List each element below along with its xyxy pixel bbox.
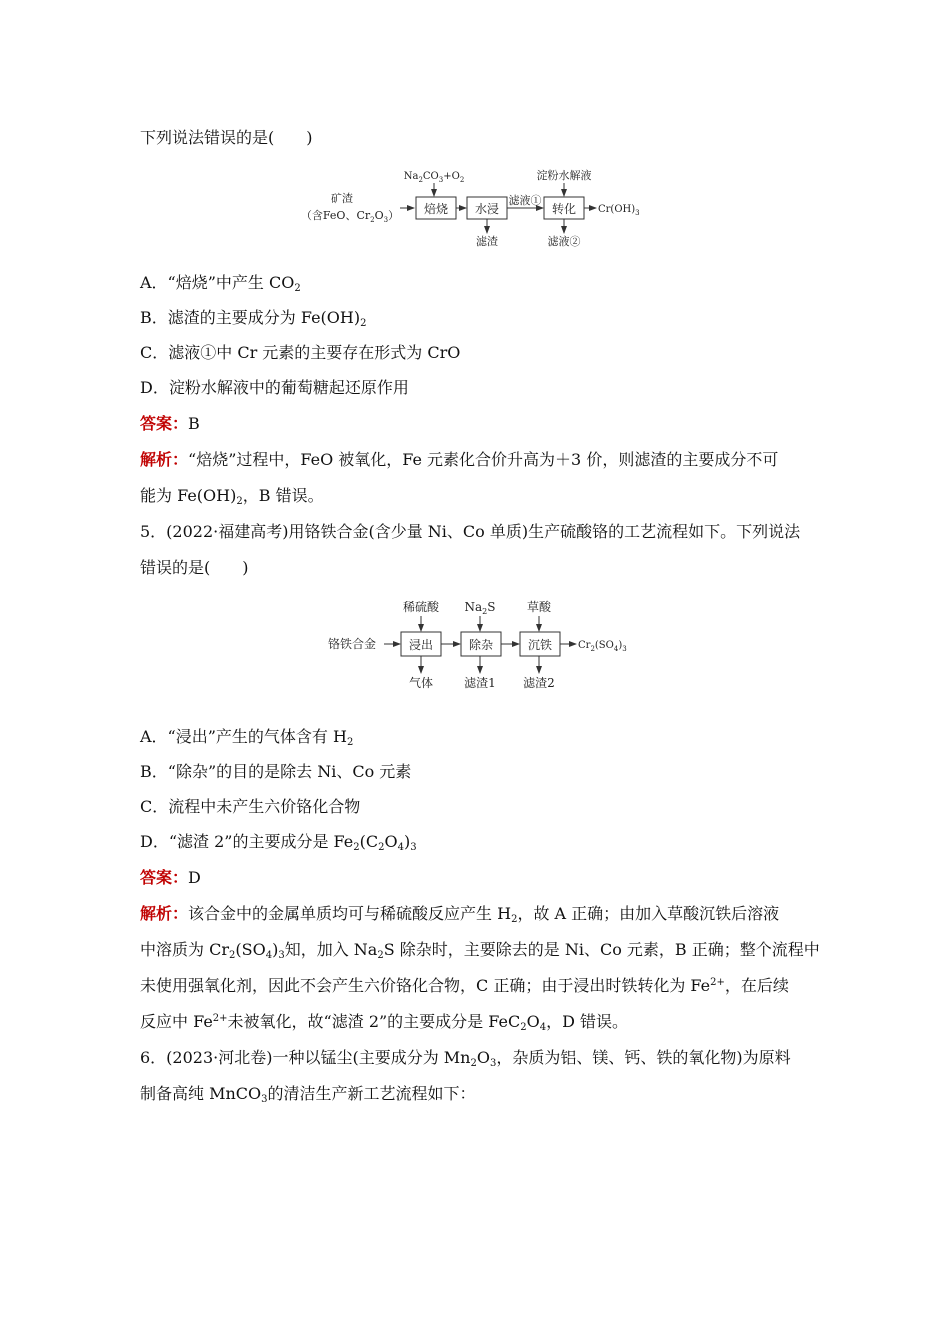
q4-box-leach-label: 水浸 [474, 202, 500, 216]
q5-analysis-line3: 未使用强氧化剂，因此不会产生六价铬化合物，C 正确；由于浸出时铁转化为 $Fe^{2+}$，在后续 [140, 976, 789, 995]
q5-reagent2: $Na_2S$ [464, 600, 496, 616]
q4-feed-line2: （含FeO、$Cr_2O_3$） [300, 209, 400, 224]
q5-box-purify-label: 除杂 [468, 638, 494, 652]
q5-out-residue2: 滤渣2 [523, 676, 555, 690]
q4-box-convert-label: 转化 [551, 202, 577, 216]
q4-filtrate2: 滤液② [547, 235, 581, 248]
q4-option-b: B．滤渣的主要成分为 $Fe(OH)_2$ [140, 308, 367, 329]
q5-analysis-line4: 反应中 $Fe^{2+}$未被氧化，故“滤渣 2”的主要成分是 $FeC_2O_4$，D 错误。 [140, 1012, 628, 1033]
q4-residue: 滤渣 [476, 235, 498, 248]
q4-box-roast-label: 焙烧 [423, 202, 449, 216]
q5-analysis-line2: 中溶质为 $Cr_2(SO_4)_3$知，加入 $Na_2S$ 除杂时，主要除去的是 Ni、Co 元素，B 正确；整个流程中 [140, 940, 820, 961]
q4-analysis-line2: 能为 $Fe(OH)_2$，B 错误。 [140, 486, 324, 507]
q5-option-b: B．“除杂”的目的是除去 Ni、Co 元素 [140, 762, 412, 781]
q5-product: $Cr_2(SO_4)_3$ [578, 640, 627, 653]
q5-option-a: A．“浸出”产生的气体含有 $H_2$ [140, 727, 354, 748]
q4-option-d: D．淀粉水解液中的葡萄糖起还原作用 [140, 378, 409, 397]
q5-out-residue1: 滤渣1 [464, 676, 496, 690]
q5-reagent3: 草酸 [526, 600, 552, 614]
q4-analysis-line1: 解析：“焙烧”过程中，FeO 被氧化，Fe 元素化合价升高为＋3 价，则滤渣的主要成分不可 [140, 450, 779, 469]
q5-flow-diagram [320, 595, 640, 695]
q5-box-iron-label: 沉铁 [527, 638, 553, 652]
q5-stem-line1: 5．(2022·福建高考)用铬铁合金(含少量 Ni、Co 单质)生产硫酸铬的工艺流程如下。下列说法 [140, 522, 801, 541]
q5-option-c: C．流程中未产生六价铬化合物 [140, 797, 361, 816]
q4-flow-diagram [300, 165, 660, 250]
q4-answer: 答案：B [140, 414, 200, 433]
q5-option-d: D．“滤渣 2”的主要成分是 $Fe_2(C_2O_4)_3$ [140, 832, 417, 853]
q4-filtrate1: 滤液① [508, 194, 542, 207]
q6-stem-line1: 6．(2023·河北卷)一种以锰尘(主要成分为 $Mn_2O_3$，杂质为铝、镁、钙、铁的氧化物)为原料 [140, 1048, 791, 1069]
q5-reagent1: 稀硫酸 [402, 600, 440, 614]
q4-reagent1: $Na_2CO_3+O_2$ [403, 171, 465, 184]
q4-feed-line1: 矿渣 [331, 192, 353, 205]
q5-box-leach-label: 浸出 [408, 638, 434, 652]
q5-stem-line2: 错误的是( ) [140, 558, 249, 577]
q6-stem-line2: 制备高纯 MnCO$_3$的清洁生产新工艺流程如下： [140, 1084, 476, 1105]
q4-product: $Cr(OH)_3$ [598, 204, 640, 217]
q5-analysis-line1: 解析：该合金中的金属单质均可与稀硫酸反应产生 $H_2$，故 A 正确；由加入草酸沉铁后溶液 [140, 904, 780, 925]
q5-answer: 答案：D [140, 868, 201, 887]
q4-option-c: C．滤液①中 Cr 元素的主要存在形式为 CrO [140, 343, 461, 362]
q5-feed: 铬铁合金 [327, 637, 377, 651]
q4-stem: 下列说法错误的是( ) [140, 128, 313, 147]
q4-option-a: A．“焙烧”中产生 $CO_2$ [140, 273, 301, 294]
q4-reagent2: 淀粉水解液 [536, 169, 592, 182]
q5-out-gas: 气体 [408, 676, 434, 690]
